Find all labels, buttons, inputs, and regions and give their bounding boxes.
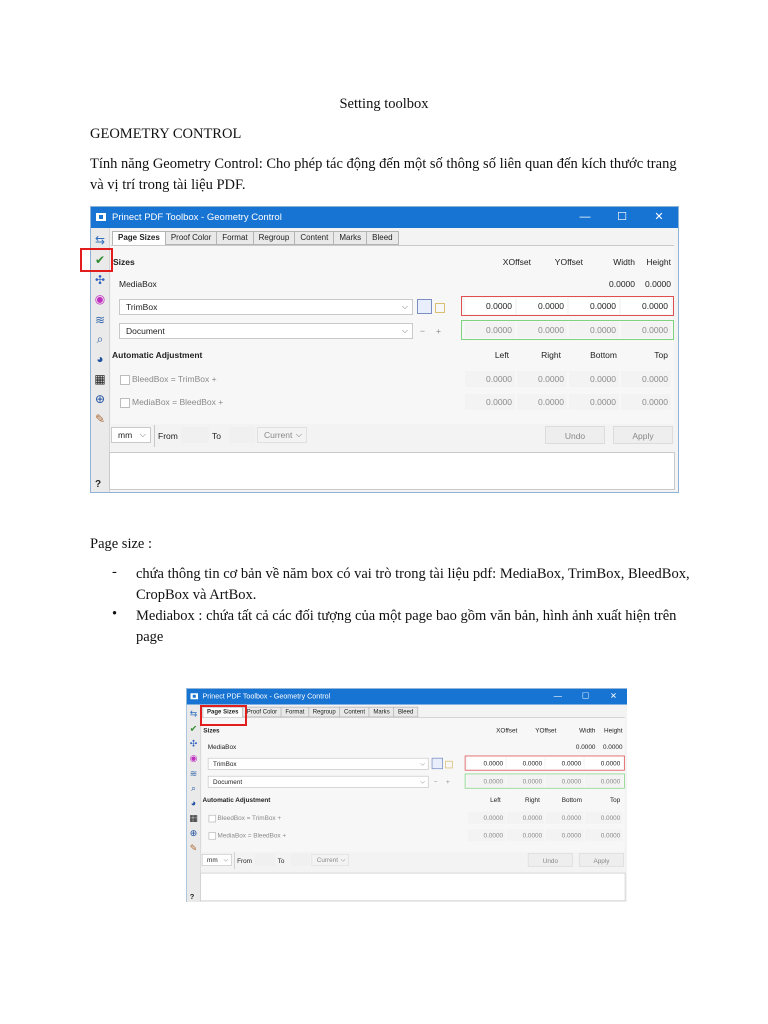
help-button[interactable]: ? [95,479,102,490]
media-top[interactable]: 0.0000 [621,394,671,410]
edit-icon[interactable]: ✎ [189,842,198,854]
range-select[interactable] [257,427,307,443]
trimbox-yoffset[interactable]: 0.0000 [507,757,545,769]
grid-picker-icon[interactable] [432,758,443,769]
to-label: To [212,431,221,441]
pages-icon[interactable]: ⇆ [189,708,198,719]
zoom-icon[interactable]: ⊕ [94,392,106,406]
col-height: Height [646,257,671,267]
grid-icon[interactable]: ▦ [189,812,198,824]
apply-button[interactable]: Apply [579,853,624,867]
close-button[interactable]: ✕ [610,691,617,701]
tab-marks[interactable]: Marks [369,707,394,718]
layers-icon[interactable]: ≋ [189,768,198,779]
tab-content[interactable]: Content [339,707,369,718]
mediabox-checkbox[interactable] [209,832,217,840]
mediabox-adjust-label: MediaBox = BleedBox + [217,831,287,839]
page-sizes-panel [202,717,625,851]
mediabox-height: 0.0000 [645,279,671,289]
bullet-dot: • [112,606,118,622]
document-xoffset[interactable]: 0.0000 [468,775,506,787]
message-area [109,452,675,490]
tab-strip [112,231,398,245]
from-label: From [158,431,178,441]
window-title: Prinect PDF Toolbox - Geometry Control [202,692,331,701]
col-bottom: Bottom [590,350,617,360]
bleed-right[interactable]: 0.0000 [517,371,567,387]
mediabox-adjust-label: MediaBox = BleedBox + [132,397,224,407]
tab-bleed[interactable]: Bleed [393,707,417,718]
magnifier-icon[interactable]: ⌕ [96,332,104,346]
undo-button[interactable]: Undo [528,853,573,867]
media-right[interactable]: 0.0000 [517,394,567,410]
from-input[interactable] [254,854,275,866]
document-width[interactable]: 0.0000 [569,322,619,338]
col-bottom: Bottom [561,796,582,804]
to-input[interactable] [290,854,310,866]
chevron-down-icon: ⌵ [420,760,425,767]
edit-icon[interactable]: ✎ [94,412,106,426]
trimbox-height[interactable]: 0.0000 [585,757,623,769]
document-yoffset[interactable]: 0.0000 [517,322,567,338]
page-sizes-panel [111,245,674,424]
bleedbox-label: BleedBox = TrimBox + [132,374,217,384]
tab-proof-color[interactable]: Proof Color [165,231,217,245]
trimbox-height[interactable]: 0.0000 [621,298,671,314]
reference-select-value: Document [126,326,165,336]
title-bar [187,689,627,705]
apply-button[interactable]: Apply [613,426,673,444]
reference-select-value: Document [213,778,243,786]
tab-proof-color[interactable]: Proof Color [242,707,281,718]
chevron-down-icon: ⌵ [295,430,302,439]
media-left[interactable]: 0.0000 [465,394,515,410]
col-left: Left [490,796,501,804]
intro-paragraph: Tính năng Geometry Control: Cho phép tác động đến một số thông số liên quan đến kích thước trang và vị trí trong tài liệu PDF. [90,156,677,193]
mediabox-height: 0.0000 [602,742,623,751]
chevron-down-icon: ⌵ [223,856,229,863]
tab-content[interactable]: Content [294,231,334,245]
unit-value: mm [118,430,133,440]
sizes-header: Sizes [113,257,135,267]
unit-select[interactable] [202,854,232,866]
page-icon[interactable] [445,761,453,769]
check-icon[interactable]: ✔ [94,253,106,267]
bleed-right[interactable]: 0.0000 [507,812,545,824]
bullet-item-1: chứa thông tin cơ bản về năm box có vai trò trong tài liệu pdf: MediaBox, TrimBox, BleedBox, CropBox và ArtBox. [136,566,690,603]
col-width: Width [613,257,635,267]
media-left[interactable]: 0.0000 [468,829,506,841]
range-value: Current [264,430,293,440]
tab-bleed[interactable]: Bleed [366,231,398,245]
to-input[interactable] [229,427,255,443]
mediabox-label: MediaBox [119,279,157,289]
range-select[interactable] [311,854,349,866]
document-xoffset[interactable]: 0.0000 [465,322,515,338]
col-xoffset: XOffset [502,257,531,267]
document-height[interactable]: 0.0000 [585,775,623,787]
geometry-control-window-small [186,688,627,902]
check-icon-highlight [80,248,113,272]
mediabox-width: 0.0000 [575,742,596,751]
auto-adjust-header: Automatic Adjustment [112,350,203,360]
from-input[interactable] [181,427,209,443]
col-height: Height [604,726,623,734]
trimbox-xoffset[interactable]: 0.0000 [468,757,506,769]
bleed-top[interactable]: 0.0000 [585,812,623,824]
close-button[interactable]: ✕ [654,211,664,223]
grid-icon[interactable]: ▦ [94,372,106,386]
trimbox-xoffset[interactable]: 0.0000 [465,298,515,314]
page-icon[interactable] [435,303,445,313]
minus-icon[interactable]: − [433,778,438,786]
reference-select[interactable] [208,776,429,788]
color-wheel-icon[interactable]: ◉ [189,752,198,764]
mediabox-label: MediaBox [207,742,237,751]
minus-icon[interactable]: − [420,326,425,336]
tab-page-sizes[interactable]: Page Sizes [112,231,166,247]
divider [234,852,235,869]
plus-icon[interactable]: + [445,778,450,786]
pie-icon[interactable]: ◕ [96,352,104,366]
auto-adjust-header: Automatic Adjustment [202,796,271,804]
bleedbox-checkbox[interactable] [209,815,217,823]
maximize-button[interactable]: ☐ [617,211,627,223]
color-wheel-icon[interactable]: ◉ [94,292,106,306]
bleed-left[interactable]: 0.0000 [468,812,506,824]
trimbox-width[interactable]: 0.0000 [569,298,619,314]
page-heading: Setting toolbox [339,96,429,112]
bleedbox-label: BleedBox = TrimBox + [217,814,282,822]
page-sizes-tab-highlight [200,705,247,726]
tab-page-sizes[interactable]: Page Sizes [203,707,243,719]
bleed-left[interactable]: 0.0000 [465,371,515,387]
document-height[interactable]: 0.0000 [621,322,671,338]
media-right[interactable]: 0.0000 [507,829,545,841]
plus-icon[interactable]: + [436,326,441,336]
media-top[interactable]: 0.0000 [585,829,623,841]
help-button[interactable]: ? [189,892,195,902]
layers-icon[interactable]: ≋ [94,313,106,327]
tab-regroup[interactable]: Regroup [253,231,296,245]
app-icon [191,693,199,699]
bullet-dash: - [112,564,117,580]
zoom-icon[interactable]: ⊕ [189,827,198,839]
tab-format[interactable]: Format [281,707,309,718]
section-title: GEOMETRY CONTROL [90,126,242,142]
pie-icon[interactable]: ◕ [190,797,197,809]
title-bar [91,207,678,228]
box-select-value: TrimBox [213,760,237,768]
col-top: Top [654,350,668,360]
col-yoffset: YOffset [535,726,557,734]
range-value: Current [316,856,339,864]
col-width: Width [579,726,596,734]
mediabox-width: 0.0000 [609,279,635,289]
puzzle-icon[interactable]: ✣ [189,738,198,749]
divider [154,425,155,447]
message-area [200,873,625,902]
bleedbox-checkbox[interactable] [120,375,130,385]
col-right: Right [524,796,540,804]
check-icon[interactable]: ✔ [189,723,198,734]
grid-picker-icon[interactable] [417,299,432,314]
col-top: Top [609,796,621,804]
chevron-down-icon: ⌵ [139,430,146,439]
media-bottom[interactable]: 0.0000 [546,829,584,841]
app-icon [96,213,106,221]
tool-icon-bar [187,705,201,902]
geometry-control-window [90,206,679,493]
minimize-button[interactable]: — [579,211,591,223]
box-select-value: TrimBox [126,302,158,312]
pages-icon[interactable]: ⇆ [94,233,106,247]
tab-format[interactable]: Format [216,231,253,245]
bleed-top[interactable]: 0.0000 [621,371,671,387]
bullet-item-2: Mediabox : chứa tất cả các đối tượng của một page bao gồm văn bản, hình ảnh xuất hiện trên page [136,608,677,645]
sizes-header: Sizes [203,726,220,734]
trimbox-width[interactable]: 0.0000 [546,757,584,769]
reference-select[interactable] [119,323,413,339]
to-label: To [277,856,285,865]
from-label: From [237,856,252,865]
page-size-label: Page size : [90,536,153,552]
box-select[interactable] [208,758,429,770]
bottom-toolbar [111,425,674,447]
maximize-button[interactable]: ☐ [581,691,590,701]
puzzle-icon[interactable]: ✣ [94,273,106,287]
tab-marks[interactable]: Marks [333,231,367,245]
document-yoffset[interactable]: 0.0000 [507,775,545,787]
chevron-down-icon: ⌵ [401,326,408,335]
unit-select[interactable] [111,427,151,443]
undo-button[interactable]: Undo [545,426,605,444]
col-left: Left [494,350,509,360]
chevron-down-icon: ⌵ [340,856,346,863]
col-xoffset: XOffset [496,726,518,734]
col-yoffset: YOffset [554,257,583,267]
chevron-down-icon: ⌵ [420,778,425,785]
mediabox-checkbox[interactable] [120,398,130,408]
col-right: Right [541,350,561,360]
bottom-toolbar [202,852,625,869]
bleed-bottom[interactable]: 0.0000 [569,371,619,387]
media-bottom[interactable]: 0.0000 [569,394,619,410]
unit-value: mm [207,856,218,864]
window-title: Prinect PDF Toolbox - Geometry Control [112,212,282,223]
trimbox-yoffset[interactable]: 0.0000 [517,298,567,314]
toolbox-thumbnail [186,688,627,902]
magnifier-icon[interactable]: ⌕ [190,782,197,794]
bleed-bottom[interactable]: 0.0000 [546,812,584,824]
chevron-down-icon: ⌵ [401,302,408,311]
tab-regroup[interactable]: Regroup [308,707,340,718]
document-width[interactable]: 0.0000 [546,775,584,787]
box-select[interactable] [119,299,413,315]
minimize-button[interactable]: — [553,691,563,701]
